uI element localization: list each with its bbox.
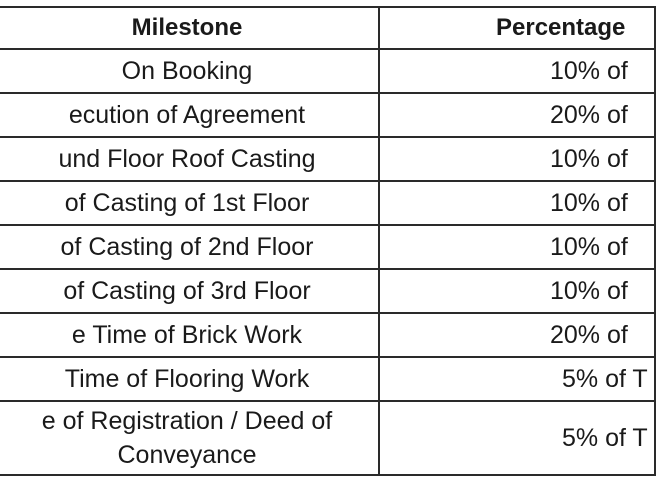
percentage-cell: 10% of — [379, 181, 655, 225]
percentage-cell: 20% of — [379, 93, 655, 137]
milestone-cell: of Casting of 1st Floor — [0, 181, 379, 225]
percentage-cell: 5% of T — [379, 357, 655, 401]
table-row — [0, 269, 655, 313]
percentage-cell: 20% of — [379, 313, 655, 357]
table-row — [0, 225, 655, 269]
milestone-cell: On Booking — [0, 49, 379, 93]
table-row — [0, 181, 655, 225]
milestone-cell: e Time of Brick Work — [0, 313, 379, 357]
table-row — [0, 401, 655, 475]
milestone-line: Conveyance — [117, 441, 257, 469]
milestone-cell: und Floor Roof Casting — [0, 137, 379, 181]
table-row — [0, 49, 655, 93]
milestone-cell: of Casting of 2nd Floor — [0, 225, 379, 269]
table-row — [0, 93, 655, 137]
table-row — [0, 357, 655, 401]
milestone-cell: of Casting of 3rd Floor — [0, 269, 379, 313]
percentage-cell: 10% of — [379, 49, 655, 93]
percentage-cell: 10% of — [379, 269, 655, 313]
payment-schedule-table — [0, 6, 656, 476]
milestone-line: e of Registration / Deed of — [41, 407, 333, 435]
percentage-cell: 10% of — [379, 225, 655, 269]
percentage-cell: 10% of — [379, 137, 655, 181]
milestone-cell: ecution of Agreement — [0, 93, 379, 137]
milestone-cell: Time of Flooring Work — [0, 357, 379, 401]
table-header-row — [0, 7, 655, 49]
table-row — [0, 313, 655, 357]
milestone-header: Milestone — [0, 7, 379, 49]
percentage-cell: 5% of T — [379, 401, 655, 475]
percentage-header: Percentage — [379, 7, 655, 49]
milestone-cell — [0, 401, 379, 475]
table-row — [0, 137, 655, 181]
payment-schedule — [0, 6, 654, 476]
